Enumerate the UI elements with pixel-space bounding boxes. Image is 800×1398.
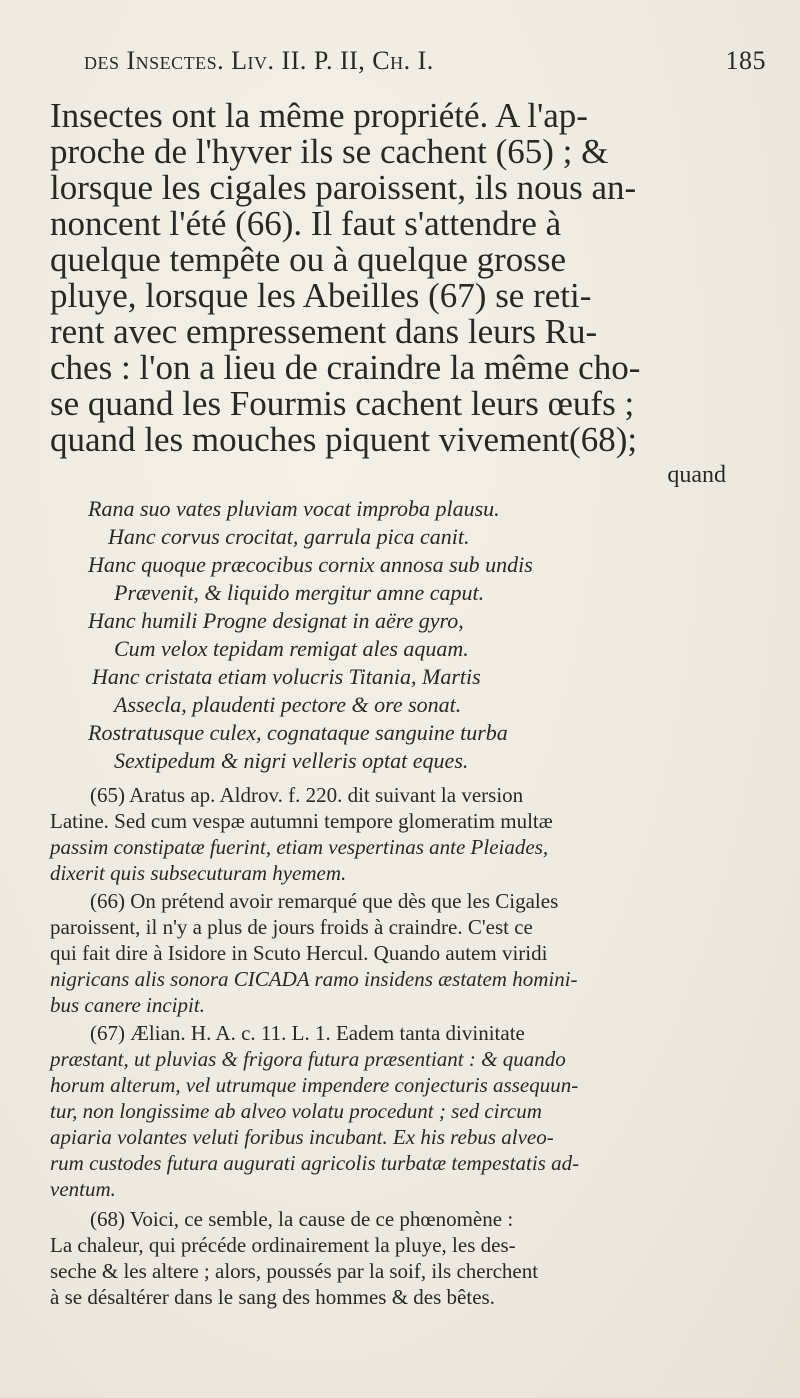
body-line: noncent l'été (66). Il faut s'attendre à xyxy=(50,204,562,243)
body-line: lorsque les cigales paroissent, ils nous an- xyxy=(50,168,637,207)
poem-line: Hanc corvus crocitat, garrula pica canit. xyxy=(108,524,470,549)
body-line: pluye, lorsque les Abeilles (67) se reti- xyxy=(50,276,592,315)
poem-line: Assecla, plaudenti pectore & ore sonat. xyxy=(114,692,462,717)
running-title: des Insectes. Liv. II. P. II, Ch. I. xyxy=(84,46,434,75)
body-line: quelque tempête ou à quelque grosse xyxy=(50,240,567,279)
note-line: Latine. Sed cum vespæ autumni tempore glomeratim multæ xyxy=(50,809,553,833)
note-line: à se désaltérer dans le sang des hommes & des bêtes. xyxy=(50,1285,495,1309)
note-line: horum alterum, vel utrumque impendere conjecturis assequun- xyxy=(50,1073,579,1097)
note-line: paroissent, il n'y a plus de jours froids à craindre. C'est ce xyxy=(50,915,533,939)
body-line: proche de l'hyver ils se cachent (65) ; & xyxy=(50,132,609,171)
body-line: Insectes ont la même propriété. A l'ap- xyxy=(50,96,588,135)
body-line: se quand les Fourmis cachent leurs œufs ; xyxy=(50,384,635,423)
note-line: rum custodes futura augurati agricolis turbatæ tempestatis ad- xyxy=(50,1151,580,1175)
note-line: passim constipatæ fuerint, etiam vespertinas ante Pleiades, xyxy=(50,835,549,859)
note-line: nigricans alis sonora CICADA ramo insidens æstatem homini- xyxy=(50,967,578,991)
note-line: La chaleur, qui précéde ordinairement la pluye, les des- xyxy=(50,1233,516,1257)
note-line: apiaria volantes veluti foribus incubant. Ex his rebus alveo- xyxy=(50,1125,554,1149)
note-65: (65) Aratus ap. Aldrov. f. 220. dit suivant la version xyxy=(90,783,524,807)
note-line: dixerit quis subsecuturam hyemem. xyxy=(50,861,347,885)
poem-line: Hanc humili Progne designat in aëre gyro, xyxy=(88,608,464,633)
note-68: (68) Voici, ce semble, la cause de ce phœnomène : xyxy=(90,1207,514,1231)
page-number: 185 xyxy=(725,46,766,75)
note-67: (67) Ælian. H. A. c. 11. L. 1. Eadem tanta divinitate xyxy=(90,1021,525,1045)
body-line: quand les mouches piquent vivement(68); xyxy=(50,420,638,459)
page-header xyxy=(84,46,774,86)
note-line: tur, non longissime ab alveo volatu procedunt ; sed circum xyxy=(50,1099,542,1123)
note-line: ventum. xyxy=(50,1177,116,1201)
poem-line: Hanc quoque præcocibus cornix annosa sub undis xyxy=(88,552,533,577)
catchword: quand xyxy=(667,462,726,488)
note-line: bus canere incipit. xyxy=(50,993,205,1017)
poem-line: Cum velox tepidam remigat ales aquam. xyxy=(114,636,469,661)
poem-line: Hanc cristata etiam volucris Titania, Martis xyxy=(92,664,481,689)
note-line: seche & les altere ; alors, poussés par la soif, ils cherchent xyxy=(50,1259,539,1283)
poem-line: Rana suo vates pluviam vocat improba plausu. xyxy=(88,496,500,521)
poem-line: Prævenit, & liquido mergitur amne caput. xyxy=(114,580,485,605)
note-66: (66) On prétend avoir remarqué que dès que les Cigales xyxy=(90,889,559,913)
poem-line: Rostratusque culex, cognataque sanguine turba xyxy=(88,720,508,745)
poem-line: Sextipedum & nigri velleris optat eques. xyxy=(114,748,469,773)
note-line: præstant, ut pluvias & frigora futura præsentiant : & quando xyxy=(50,1047,566,1071)
body-line: ches : l'on a lieu de craindre la même cho- xyxy=(50,348,641,387)
body-line: rent avec empressement dans leurs Ru- xyxy=(50,312,598,351)
note-line: qui fait dire à Isidore in Scuto Hercul. Quando autem viridi xyxy=(50,941,548,965)
